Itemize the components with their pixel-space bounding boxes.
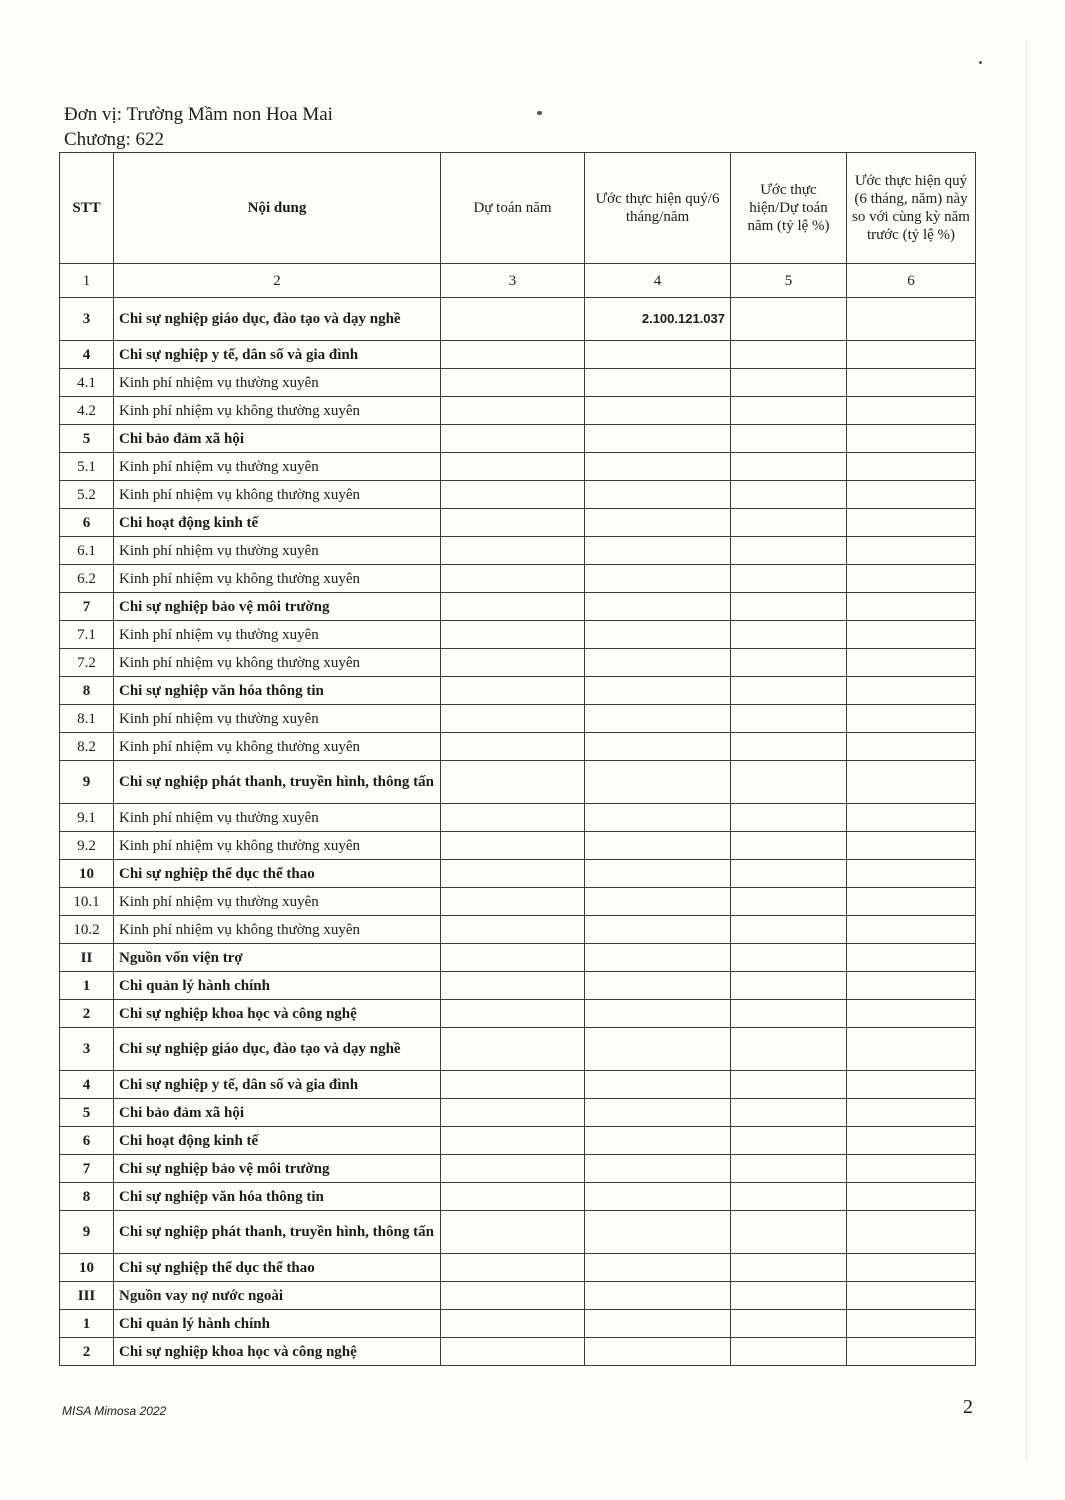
cell-ratio xyxy=(731,509,847,537)
table-row xyxy=(60,621,976,649)
cell-content: Chi sự nghiệp văn hóa thông tin xyxy=(114,1183,441,1211)
cell-compare xyxy=(847,916,976,944)
table-row xyxy=(60,1099,976,1127)
cell-estimate xyxy=(441,944,585,972)
cell-actual xyxy=(585,341,731,369)
table-row xyxy=(60,593,976,621)
col-header-actual: Ước thực hiện quý/6 tháng/năm xyxy=(585,153,731,264)
cell-compare xyxy=(847,593,976,621)
cell-estimate xyxy=(441,1254,585,1282)
cell-actual xyxy=(585,888,731,916)
table-row xyxy=(60,481,976,509)
cell-compare xyxy=(847,944,976,972)
table-row xyxy=(60,1000,976,1028)
column-number: 5 xyxy=(731,264,847,298)
cell-compare xyxy=(847,677,976,705)
cell-ratio xyxy=(731,1028,847,1071)
cell-ratio xyxy=(731,341,847,369)
cell-content: Chi sự nghiệp phát thanh, truyền hình, thông tấn xyxy=(114,1211,441,1254)
cell-estimate xyxy=(441,1127,585,1155)
table-row xyxy=(60,944,976,972)
cell-estimate xyxy=(441,537,585,565)
table-row xyxy=(60,1183,976,1211)
cell-compare xyxy=(847,481,976,509)
cell-compare xyxy=(847,1183,976,1211)
cell-compare xyxy=(847,341,976,369)
cell-compare xyxy=(847,1155,976,1183)
table-row xyxy=(60,1254,976,1282)
table-row xyxy=(60,453,976,481)
cell-compare xyxy=(847,1338,976,1366)
cell-estimate xyxy=(441,341,585,369)
cell-estimate xyxy=(441,1282,585,1310)
cell-stt: 10.2 xyxy=(60,916,114,944)
cell-actual xyxy=(585,565,731,593)
table-row xyxy=(60,1282,976,1310)
cell-compare xyxy=(847,621,976,649)
cell-stt: 10 xyxy=(60,860,114,888)
cell-actual xyxy=(585,804,731,832)
cell-actual xyxy=(585,1127,731,1155)
cell-content: Kinh phí nhiệm vụ thường xuyên xyxy=(114,537,441,565)
cell-compare xyxy=(847,397,976,425)
cell-estimate xyxy=(441,481,585,509)
cell-actual xyxy=(585,425,731,453)
cell-stt: 7 xyxy=(60,1155,114,1183)
cell-content: Chi quản lý hành chính xyxy=(114,1310,441,1338)
cell-content: Kinh phí nhiệm vụ không thường xuyên xyxy=(114,649,441,677)
cell-actual xyxy=(585,761,731,804)
column-number-row xyxy=(60,264,976,298)
cell-content: Chi sự nghiệp phát thanh, truyền hình, thông tấn xyxy=(114,761,441,804)
col-header-estimate: Dự toán năm xyxy=(441,153,585,264)
cell-estimate xyxy=(441,733,585,761)
cell-compare xyxy=(847,649,976,677)
cell-actual xyxy=(585,832,731,860)
cell-stt: 7.2 xyxy=(60,649,114,677)
cell-ratio xyxy=(731,761,847,804)
cell-ratio xyxy=(731,1310,847,1338)
cell-stt: 1 xyxy=(60,972,114,1000)
table-row xyxy=(60,397,976,425)
cell-actual xyxy=(585,369,731,397)
cell-ratio xyxy=(731,537,847,565)
table-header-row xyxy=(60,153,976,264)
table-row xyxy=(60,537,976,565)
cell-stt: 4 xyxy=(60,341,114,369)
column-number: 3 xyxy=(441,264,585,298)
cell-ratio xyxy=(731,804,847,832)
cell-estimate xyxy=(441,1028,585,1071)
software-footer: MISA Mimosa 2022 xyxy=(62,1404,167,1418)
cell-actual xyxy=(585,677,731,705)
cell-estimate xyxy=(441,761,585,804)
cell-content: Kinh phí nhiệm vụ thường xuyên xyxy=(114,705,441,733)
cell-content: Chi bảo đảm xã hội xyxy=(114,1099,441,1127)
table-row xyxy=(60,1155,976,1183)
cell-ratio xyxy=(731,832,847,860)
cell-content: Kinh phí nhiệm vụ thường xuyên xyxy=(114,369,441,397)
cell-content: Chi sự nghiệp khoa học và công nghệ xyxy=(114,1000,441,1028)
cell-stt: 9 xyxy=(60,1211,114,1254)
cell-stt: 2 xyxy=(60,1338,114,1366)
cell-actual xyxy=(585,1028,731,1071)
table-row xyxy=(60,916,976,944)
table-row xyxy=(60,705,976,733)
cell-ratio xyxy=(731,1211,847,1254)
cell-content: Kinh phí nhiệm vụ thường xuyên xyxy=(114,453,441,481)
cell-stt: 7 xyxy=(60,593,114,621)
cell-compare xyxy=(847,1211,976,1254)
cell-content: Chi sự nghiệp bảo vệ môi trường xyxy=(114,1155,441,1183)
cell-compare xyxy=(847,1282,976,1310)
cell-estimate xyxy=(441,677,585,705)
unit-name: Đơn vị: Trường Mầm non Hoa Mai xyxy=(64,104,333,125)
cell-stt: 5 xyxy=(60,1099,114,1127)
cell-ratio xyxy=(731,1155,847,1183)
table-row xyxy=(60,761,976,804)
col-header-stt: STT xyxy=(60,153,114,264)
cell-actual xyxy=(585,705,731,733)
cell-compare xyxy=(847,832,976,860)
cell-compare xyxy=(847,1099,976,1127)
table-row xyxy=(60,341,976,369)
cell-stt: 6.2 xyxy=(60,565,114,593)
table-row xyxy=(60,860,976,888)
cell-stt: 8 xyxy=(60,677,114,705)
table-row xyxy=(60,509,976,537)
table-row xyxy=(60,1211,976,1254)
table-row xyxy=(60,733,976,761)
table-row xyxy=(60,565,976,593)
column-number: 2 xyxy=(114,264,441,298)
cell-actual xyxy=(585,537,731,565)
chapter-code: Chương: 622 xyxy=(64,129,165,150)
table-row xyxy=(60,369,976,397)
cell-actual xyxy=(585,397,731,425)
cell-content: Kinh phí nhiệm vụ thường xuyên xyxy=(114,888,441,916)
cell-stt: II xyxy=(60,944,114,972)
table-row xyxy=(60,298,976,341)
cell-stt: 8 xyxy=(60,1183,114,1211)
cell-content: Kinh phí nhiệm vụ thường xuyên xyxy=(114,621,441,649)
cell-ratio xyxy=(731,888,847,916)
table-row xyxy=(60,1028,976,1071)
cell-ratio xyxy=(731,425,847,453)
scan-edge-line xyxy=(1026,40,1027,1460)
cell-estimate xyxy=(441,1099,585,1127)
cell-compare xyxy=(847,509,976,537)
cell-content: Chi sự nghiệp thể dục thể thao xyxy=(114,860,441,888)
table-row xyxy=(60,972,976,1000)
cell-content: Kinh phí nhiệm vụ không thường xuyên xyxy=(114,397,441,425)
cell-content: Kinh phí nhiệm vụ không thường xuyên xyxy=(114,916,441,944)
cell-estimate xyxy=(441,860,585,888)
cell-ratio xyxy=(731,453,847,481)
cell-estimate xyxy=(441,972,585,1000)
cell-content: Chi sự nghiệp y tế, dân số và gia đình xyxy=(114,1071,441,1099)
cell-ratio xyxy=(731,733,847,761)
cell-actual xyxy=(585,1338,731,1366)
cell-stt: 6 xyxy=(60,509,114,537)
cell-ratio xyxy=(731,593,847,621)
cell-estimate xyxy=(441,509,585,537)
cell-stt: 4.2 xyxy=(60,397,114,425)
cell-stt: 10 xyxy=(60,1254,114,1282)
cell-estimate xyxy=(441,369,585,397)
table-row xyxy=(60,804,976,832)
cell-content: Kinh phí nhiệm vụ không thường xuyên xyxy=(114,481,441,509)
budget-table xyxy=(59,152,976,1366)
cell-actual xyxy=(585,1254,731,1282)
cell-actual xyxy=(585,860,731,888)
cell-ratio xyxy=(731,1099,847,1127)
column-number: 4 xyxy=(585,264,731,298)
cell-estimate xyxy=(441,1071,585,1099)
cell-stt: 9.1 xyxy=(60,804,114,832)
cell-ratio xyxy=(731,1000,847,1028)
cell-ratio xyxy=(731,621,847,649)
column-number: 6 xyxy=(847,264,976,298)
cell-actual xyxy=(585,1155,731,1183)
cell-actual xyxy=(585,1071,731,1099)
cell-compare xyxy=(847,453,976,481)
cell-content: Chi sự nghiệp bảo vệ môi trường xyxy=(114,593,441,621)
cell-ratio xyxy=(731,1254,847,1282)
cell-stt: 3 xyxy=(60,1028,114,1071)
cell-compare xyxy=(847,1000,976,1028)
cell-actual xyxy=(585,453,731,481)
cell-compare xyxy=(847,733,976,761)
cell-estimate xyxy=(441,1310,585,1338)
cell-stt: 2 xyxy=(60,1000,114,1028)
cell-actual xyxy=(585,1310,731,1338)
cell-content: Chi sự nghiệp khoa học và công nghệ xyxy=(114,1338,441,1366)
table-row xyxy=(60,1310,976,1338)
cell-actual xyxy=(585,972,731,1000)
cell-actual xyxy=(585,916,731,944)
cell-actual xyxy=(585,621,731,649)
cell-content: Chi sự nghiệp giáo dục, đào tạo và dạy nghề xyxy=(114,1028,441,1071)
cell-content: Kinh phí nhiệm vụ không thường xuyên xyxy=(114,832,441,860)
cell-stt: 8.2 xyxy=(60,733,114,761)
cell-stt: 5.1 xyxy=(60,453,114,481)
cell-content: Nguồn vay nợ nước ngoài xyxy=(114,1282,441,1310)
cell-stt: 9 xyxy=(60,761,114,804)
col-header-compare: Ước thực hiện quý (6 tháng, năm) này so với cùng kỳ năm trước (tỷ lệ %) xyxy=(847,153,976,264)
cell-actual xyxy=(585,944,731,972)
cell-actual xyxy=(585,481,731,509)
column-number: 1 xyxy=(60,264,114,298)
cell-actual: 2.100.121.037 xyxy=(585,298,731,341)
cell-estimate xyxy=(441,888,585,916)
cell-content: Chi bảo đảm xã hội xyxy=(114,425,441,453)
cell-estimate xyxy=(441,804,585,832)
cell-ratio xyxy=(731,972,847,1000)
cell-content: Kinh phí nhiệm vụ không thường xuyên xyxy=(114,733,441,761)
cell-compare xyxy=(847,972,976,1000)
cell-estimate xyxy=(441,453,585,481)
cell-compare xyxy=(847,1254,976,1282)
cell-ratio xyxy=(731,298,847,341)
cell-stt: 6 xyxy=(60,1127,114,1155)
cell-compare xyxy=(847,1127,976,1155)
table-row xyxy=(60,1338,976,1366)
cell-compare xyxy=(847,761,976,804)
cell-compare xyxy=(847,888,976,916)
cell-stt: 10.1 xyxy=(60,888,114,916)
cell-stt: 4 xyxy=(60,1071,114,1099)
cell-ratio xyxy=(731,481,847,509)
cell-estimate xyxy=(441,1183,585,1211)
col-header-ratio: Ước thực hiện/Dự toán năm (tỷ lệ %) xyxy=(731,153,847,264)
cell-content: Nguồn vốn viện trợ xyxy=(114,944,441,972)
cell-stt: 6.1 xyxy=(60,537,114,565)
cell-estimate xyxy=(441,916,585,944)
cell-content: Chi sự nghiệp văn hóa thông tin xyxy=(114,677,441,705)
cell-content: Chi sự nghiệp giáo dục, đào tạo và dạy nghề xyxy=(114,298,441,341)
cell-ratio xyxy=(731,677,847,705)
cell-estimate xyxy=(441,832,585,860)
cell-ratio xyxy=(731,649,847,677)
cell-actual xyxy=(585,593,731,621)
cell-compare xyxy=(847,860,976,888)
cell-ratio xyxy=(731,705,847,733)
cell-compare xyxy=(847,425,976,453)
cell-ratio xyxy=(731,1183,847,1211)
cell-content: Chi quản lý hành chính xyxy=(114,972,441,1000)
cell-ratio xyxy=(731,944,847,972)
cell-stt: 8.1 xyxy=(60,705,114,733)
cell-estimate xyxy=(441,593,585,621)
page-number: 2 xyxy=(963,1396,973,1418)
cell-estimate xyxy=(441,397,585,425)
cell-stt: 5 xyxy=(60,425,114,453)
cell-estimate xyxy=(441,621,585,649)
cell-estimate xyxy=(441,1000,585,1028)
cell-actual xyxy=(585,509,731,537)
cell-content: Kinh phí nhiệm vụ thường xuyên xyxy=(114,804,441,832)
cell-ratio xyxy=(731,1127,847,1155)
cell-actual xyxy=(585,1183,731,1211)
table-row xyxy=(60,649,976,677)
cell-ratio xyxy=(731,1338,847,1366)
cell-stt: 5.2 xyxy=(60,481,114,509)
cell-ratio xyxy=(731,369,847,397)
cell-actual xyxy=(585,1099,731,1127)
cell-estimate xyxy=(441,1211,585,1254)
cell-stt: 9.2 xyxy=(60,832,114,860)
cell-stt: 3 xyxy=(60,298,114,341)
cell-stt: 7.1 xyxy=(60,621,114,649)
scan-speck xyxy=(979,61,982,64)
table-row xyxy=(60,888,976,916)
cell-actual xyxy=(585,1282,731,1310)
table-row xyxy=(60,832,976,860)
cell-compare xyxy=(847,298,976,341)
cell-compare xyxy=(847,565,976,593)
cell-content: Chi sự nghiệp thể dục thể thao xyxy=(114,1254,441,1282)
cell-compare xyxy=(847,369,976,397)
cell-actual xyxy=(585,733,731,761)
cell-ratio xyxy=(731,1071,847,1099)
cell-ratio xyxy=(731,916,847,944)
table-row xyxy=(60,425,976,453)
cell-stt: III xyxy=(60,1282,114,1310)
cell-stt: 4.1 xyxy=(60,369,114,397)
cell-stt: 1 xyxy=(60,1310,114,1338)
cell-ratio xyxy=(731,860,847,888)
table-row xyxy=(60,1127,976,1155)
cell-estimate xyxy=(441,565,585,593)
cell-estimate xyxy=(441,298,585,341)
cell-actual xyxy=(585,1000,731,1028)
cell-ratio xyxy=(731,1282,847,1310)
cell-compare xyxy=(847,804,976,832)
cell-actual xyxy=(585,1211,731,1254)
cell-estimate xyxy=(441,649,585,677)
cell-estimate xyxy=(441,705,585,733)
cell-content: Chi hoạt động kinh tế xyxy=(114,1127,441,1155)
cell-ratio xyxy=(731,397,847,425)
cell-content: Kinh phí nhiệm vụ không thường xuyên xyxy=(114,565,441,593)
cell-actual xyxy=(585,649,731,677)
cell-compare xyxy=(847,1028,976,1071)
scan-speck xyxy=(537,111,542,115)
cell-ratio xyxy=(731,565,847,593)
cell-content: Chi sự nghiệp y tế, dân số và gia đình xyxy=(114,341,441,369)
table-row xyxy=(60,677,976,705)
cell-compare xyxy=(847,1071,976,1099)
cell-estimate xyxy=(441,425,585,453)
table-row xyxy=(60,1071,976,1099)
cell-compare xyxy=(847,1310,976,1338)
cell-content: Chi hoạt động kinh tế xyxy=(114,509,441,537)
cell-compare xyxy=(847,537,976,565)
cell-estimate xyxy=(441,1338,585,1366)
col-header-content: Nội dung xyxy=(114,153,441,264)
cell-estimate xyxy=(441,1155,585,1183)
cell-compare xyxy=(847,705,976,733)
